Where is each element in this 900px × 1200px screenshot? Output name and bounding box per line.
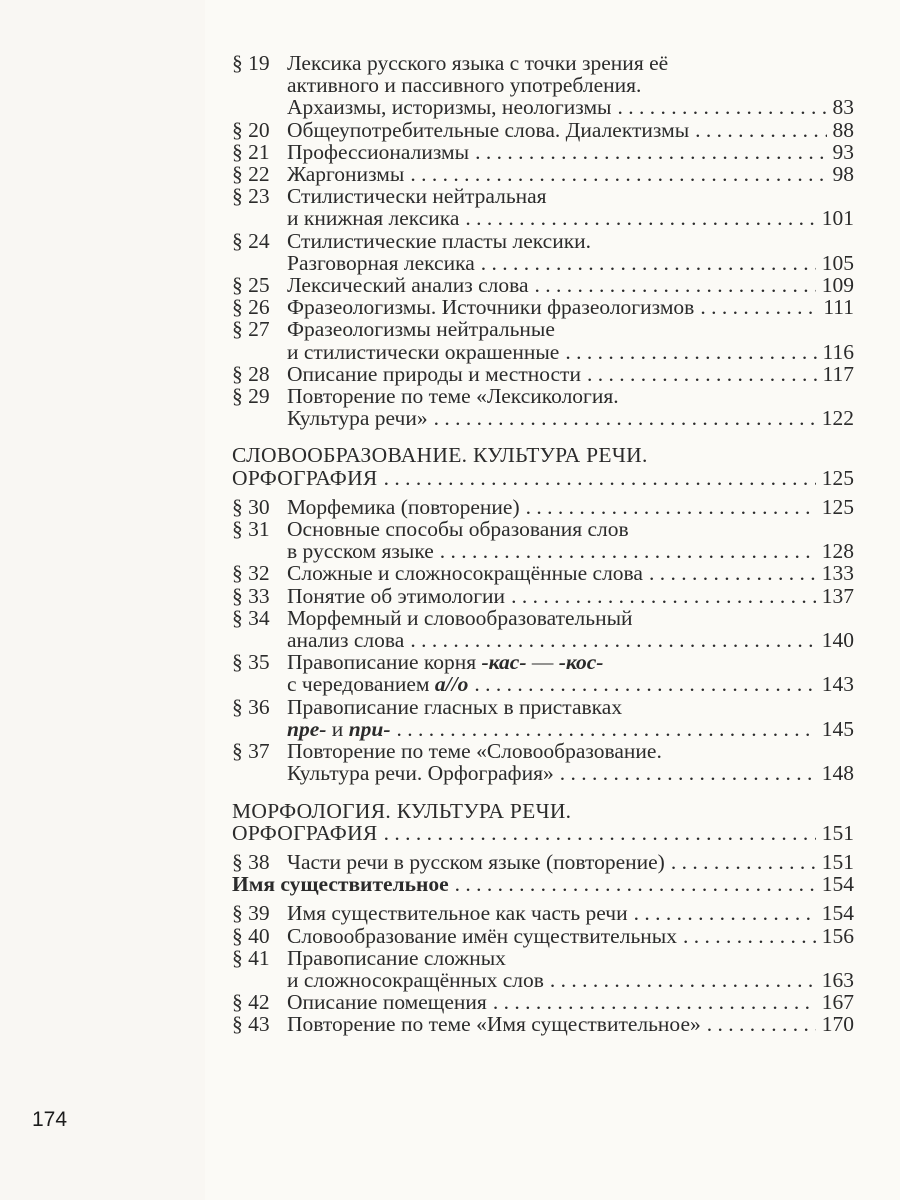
- toc-entry-title: Стилистически нейтральная: [287, 184, 547, 209]
- toc-entry-number: § 19: [232, 51, 270, 75]
- toc-entry-title: Разговорная лексика: [287, 250, 475, 275]
- toc-entry-number: § 35: [232, 650, 270, 675]
- toc-entry-title: Правописание сложных: [287, 945, 506, 970]
- toc-entry-number: § 32: [232, 561, 270, 586]
- toc-page-number: 163: [821, 967, 854, 992]
- dot-leader: [455, 873, 816, 895]
- toc-entry: [232, 518, 854, 562]
- dot-leader: [565, 341, 816, 363]
- toc-entry-title: Описание природы и местности: [287, 361, 581, 386]
- toc-page-number: 117: [822, 361, 854, 386]
- toc-page-number: 125: [821, 465, 854, 490]
- toc-entry-number: § 23: [232, 184, 270, 209]
- toc-entry-number: § 27: [232, 317, 270, 342]
- toc-entry-number: § 25: [232, 273, 270, 298]
- left-margin: [0, 0, 205, 1200]
- toc-entry-title: и сложносокращённых слов: [287, 967, 544, 992]
- toc-entry-number: § 26: [232, 295, 270, 320]
- dot-leader: [384, 467, 816, 489]
- dot-leader: [384, 822, 816, 844]
- toc-page-number: 154: [821, 872, 854, 897]
- toc-entry-title: Основные способы образования слов: [287, 517, 629, 542]
- toc-entry-title: Общеупотребительные слова. Диалектизмы: [287, 117, 690, 142]
- toc-entry-number: § 24: [232, 228, 270, 253]
- toc-entry: [232, 925, 854, 947]
- toc-entry-title: Повторение по теме «Имя существительное»: [287, 1012, 701, 1037]
- toc-entry: [232, 873, 854, 895]
- toc-entry: [232, 651, 854, 695]
- toc-section-heading: [232, 800, 854, 844]
- dot-leader: [535, 274, 816, 296]
- toc-entry-title: Профессионализмы: [287, 139, 470, 164]
- toc-page-number: 148: [821, 761, 854, 786]
- toc-entry: [232, 991, 854, 1013]
- dot-leader: [700, 296, 817, 318]
- toc-entry-number: § 41: [232, 945, 270, 970]
- toc-entry: [232, 902, 854, 924]
- dot-leader: [410, 629, 815, 651]
- toc-entry: [232, 607, 854, 651]
- toc-page-number: 93: [832, 139, 854, 164]
- dot-leader: [587, 363, 817, 385]
- toc-entry-title: Архаизмы, историзмы, неологизмы: [287, 95, 612, 120]
- toc-entry-number: § 28: [232, 361, 270, 386]
- toc-page-number: 128: [821, 539, 854, 564]
- toc-entry: [232, 230, 854, 274]
- toc-entry-number: § 40: [232, 923, 270, 948]
- toc-entry-title: Сложные и сложносокращённые слова: [287, 561, 643, 586]
- toc-entry-number: § 37: [232, 739, 270, 764]
- toc-entry: [232, 696, 854, 740]
- toc-entry-title: Лексика русского языка с точки зрения её: [287, 51, 669, 75]
- toc-entry-title: и стилистически окрашенные: [287, 339, 560, 364]
- toc-entry-title: с чередованием а//о: [287, 672, 469, 697]
- dot-leader: [397, 718, 816, 740]
- toc-entry-title: Фразеологизмы. Источники фразеологизмов: [287, 295, 695, 320]
- toc-entry-title: МОРФОЛОГИЯ. КУЛЬТУРА РЕЧИ.: [232, 798, 572, 823]
- toc-entry: [232, 163, 854, 185]
- toc-page-number: 143: [821, 672, 854, 697]
- toc-entry: [232, 562, 854, 584]
- toc-page-number: 167: [821, 990, 854, 1015]
- toc-entry-title: Повторение по теме «Лексикология.: [287, 384, 619, 409]
- toc-page-number: 170: [821, 1012, 854, 1037]
- toc-entry-title: Описание помещения: [287, 990, 487, 1015]
- toc-entry: [232, 363, 854, 385]
- toc-entry-title: Правописание гласных в приставках: [287, 694, 623, 719]
- toc-entry-number: § 30: [232, 494, 270, 519]
- toc-entry-title: ОРФОГРАФИЯ: [232, 465, 378, 490]
- toc-page-number: 151: [821, 849, 854, 874]
- toc-entry-title: Правописание корня -кас- — -кос-: [287, 650, 604, 675]
- toc-page-number: 88: [832, 117, 854, 142]
- toc-entry-number: § 31: [232, 517, 270, 542]
- toc-entry-title: Части речи в русском языке (повторение): [287, 849, 665, 874]
- toc-entry-title: Культура речи»: [287, 406, 428, 431]
- toc-entry: [232, 318, 854, 362]
- dot-leader: [671, 851, 816, 873]
- toc-entry-number: § 34: [232, 605, 270, 630]
- toc-entry: [232, 1013, 854, 1035]
- toc-entry-number: § 42: [232, 990, 270, 1015]
- toc-entry-title: Имя существительное как часть речи: [287, 901, 628, 926]
- toc-entry-number: § 36: [232, 694, 270, 719]
- toc-page-number: 133: [821, 561, 854, 586]
- toc-page-number: 109: [821, 273, 854, 298]
- toc-entry: [232, 740, 854, 784]
- toc-page-number: 122: [821, 406, 854, 431]
- toc-entry-title: СЛОВООБРАЗОВАНИЕ. КУЛЬТУРА РЕЧИ.: [232, 443, 648, 468]
- toc-entry: [232, 296, 854, 318]
- toc-entry: [232, 496, 854, 518]
- dot-leader: [560, 762, 816, 784]
- toc-entry: [232, 52, 854, 119]
- toc-page-number: 140: [821, 628, 854, 653]
- toc-entry-number: § 22: [232, 162, 270, 187]
- toc-page-number: 154: [821, 901, 854, 926]
- page-number: 174: [32, 1108, 68, 1131]
- toc-entry: [232, 385, 854, 429]
- toc-entry-number: § 20: [232, 117, 270, 142]
- toc-entry-title: Имя существительное: [232, 872, 449, 897]
- dot-leader: [550, 969, 816, 991]
- toc-entry-title: активного и пассивного употребления.: [287, 73, 642, 98]
- dot-leader: [511, 585, 816, 607]
- toc-entry-title: Лексический анализ слова: [287, 273, 529, 298]
- toc-page-number: 125: [821, 494, 854, 519]
- toc-entry-title: в русском языке: [287, 539, 434, 564]
- table-of-contents: [232, 52, 854, 1036]
- dot-leader: [434, 407, 816, 429]
- toc-entry-title: ОРФОГРАФИЯ: [232, 820, 378, 845]
- toc-page-number: 111: [823, 295, 854, 320]
- dot-leader: [481, 252, 816, 274]
- toc-entry-title: Понятие об этимологии: [287, 583, 506, 608]
- dot-leader: [475, 141, 826, 163]
- toc-entry-number: § 21: [232, 139, 270, 164]
- toc-entry: [232, 947, 854, 991]
- toc-entry-title: анализ слова: [287, 628, 405, 653]
- dot-leader: [440, 540, 816, 562]
- toc-entry-title: Повторение по теме «Словообразование.: [287, 739, 662, 764]
- dot-leader: [465, 207, 815, 229]
- toc-entry: [232, 141, 854, 163]
- dot-leader: [634, 902, 816, 924]
- toc-entry-title: пре- и при-: [287, 716, 391, 741]
- toc-entry: [232, 185, 854, 229]
- toc-entry-title: Морфемика (повторение): [287, 494, 520, 519]
- toc-page-number: 83: [832, 95, 854, 120]
- toc-entry-title: Стилистические пласты лексики.: [287, 228, 592, 253]
- toc-entry-number: § 29: [232, 384, 270, 409]
- toc-section-heading: [232, 444, 854, 488]
- toc-entry-number: § 33: [232, 583, 270, 608]
- dot-leader: [526, 496, 816, 518]
- dot-leader: [618, 96, 827, 118]
- toc-entry-title: и книжная лексика: [287, 206, 460, 231]
- dot-leader: [493, 991, 816, 1013]
- dot-leader: [695, 119, 826, 141]
- toc-page-number: 98: [832, 162, 854, 187]
- dot-leader: [649, 562, 816, 584]
- toc-page-number: 116: [822, 339, 854, 364]
- toc-entry: [232, 585, 854, 607]
- toc-entry-number: § 38: [232, 849, 270, 874]
- dot-leader: [707, 1013, 816, 1035]
- toc-entry: [232, 119, 854, 141]
- toc-page-number: 156: [821, 923, 854, 948]
- toc-page-number: 151: [821, 820, 854, 845]
- dot-leader: [474, 673, 815, 695]
- toc-entry-title: Морфемный и словообразовательный: [287, 605, 633, 630]
- dot-leader: [683, 925, 816, 947]
- toc-entry-title: Жаргонизмы: [287, 162, 405, 187]
- toc-page-number: 105: [821, 250, 854, 275]
- toc-page-number: 145: [821, 716, 854, 741]
- toc-entry-title: Культура речи. Орфография»: [287, 761, 554, 786]
- dot-leader: [410, 163, 826, 185]
- toc-page-number: 137: [821, 583, 854, 608]
- toc-entry: [232, 851, 854, 873]
- toc-entry-title: Словообразование имён существительных: [287, 923, 677, 948]
- toc-entry-number: § 43: [232, 1012, 270, 1037]
- toc-page-number: 101: [821, 206, 854, 231]
- toc-entry: [232, 274, 854, 296]
- toc-entry-number: § 39: [232, 901, 270, 926]
- toc-entry-title: Фразеологизмы нейтральные: [287, 317, 555, 342]
